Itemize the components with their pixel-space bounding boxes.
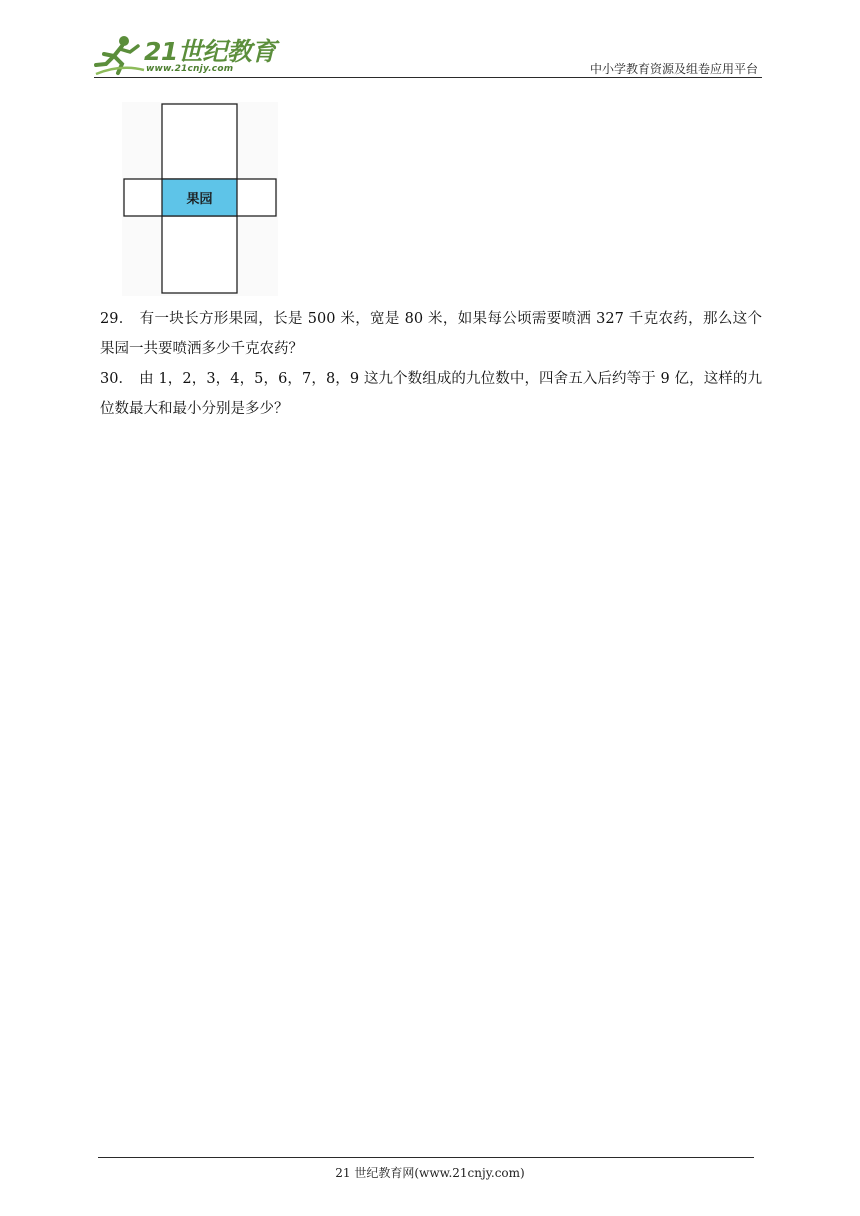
question-30: [100, 364, 762, 424]
page-header: [94, 30, 762, 80]
question-number: 30．: [100, 371, 134, 387]
footer-link[interactable]: 21 世纪教育网(www.21cnjy.com): [335, 1166, 525, 1180]
question-text: 有一块长方形果园，长是 500 米，宽是 80 米，如果每公顷需要喷洒 327 千克农药，那么这个果园一共要喷洒多少千克农药？: [100, 311, 762, 357]
orchard-label: 果园: [186, 192, 213, 207]
platform-caption: 中小学教育资源及组卷应用平台: [589, 62, 758, 76]
question-text: 由 1，2，3，4，5，6，7，8，9 这九个数组成的九位数中，四舍五入后约等于 9 亿，这样的九位数最大和最小分别是多少？: [100, 371, 762, 417]
site-logo[interactable]: [94, 34, 276, 76]
question-number: 29．: [100, 311, 134, 327]
question-29: [100, 304, 762, 364]
logo-text: 21世纪教育: [144, 37, 276, 66]
orchard-diagram: [122, 102, 278, 296]
orchard-net-figure: [122, 102, 278, 296]
header-divider: [94, 77, 762, 78]
running-figure-icon: [94, 34, 146, 76]
question-list: [100, 304, 762, 424]
logo-url: www.21cnjy.com: [146, 64, 234, 74]
footer-divider: [98, 1157, 754, 1158]
